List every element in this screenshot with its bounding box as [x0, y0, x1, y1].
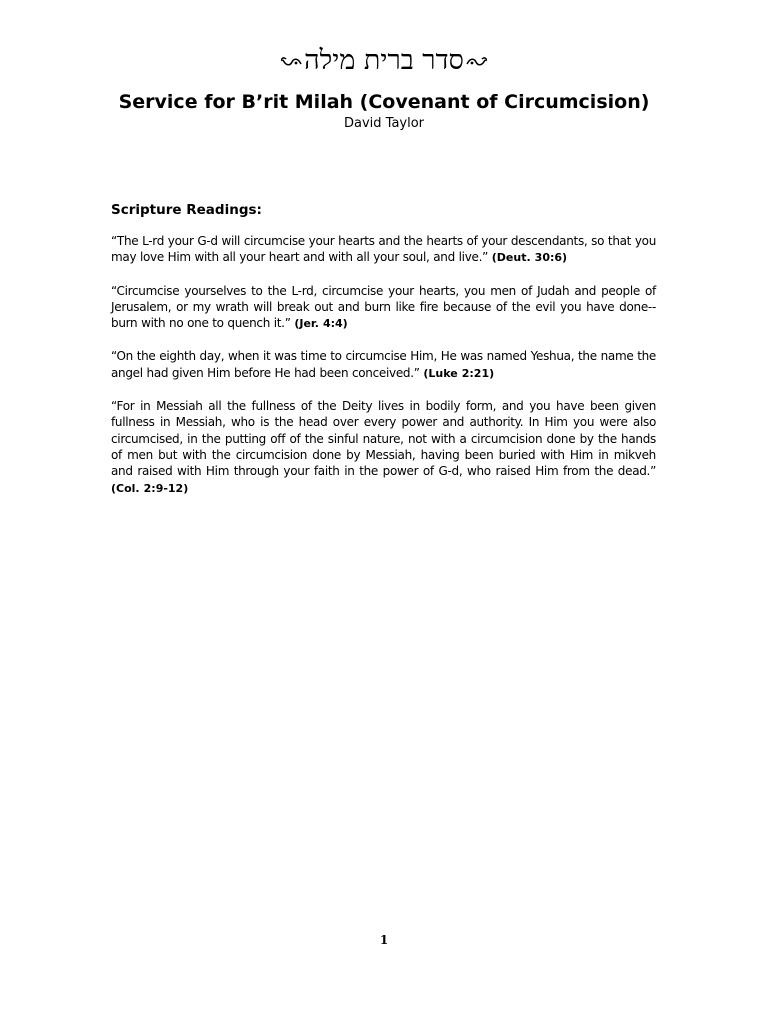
page-title: Service for B’rit Milah (Covenant of Circumcision)	[118, 91, 650, 113]
reading-text: “On the eighth day, when it was time to circumcise Him, He was named Yeshua, the name the angel had given Him before He had been conceived.”	[111, 349, 656, 380]
reading-reference: (Deut. 30:6)	[491, 251, 568, 265]
ornament-icon	[466, 45, 488, 79]
page-number: 1	[379, 933, 389, 947]
reading-reference: (Luke 2:21)	[423, 366, 495, 380]
flourish-right-svg	[466, 55, 488, 69]
reading-paragraph	[111, 398, 656, 497]
reading-text: “For in Messiah all the fullness of the Deity lives in bodily form, and you have been given fullness in Messiah, who is the head over every power and authority. In Him you were also circumcised, in the putting off of the sinful nature, not with a circumcision done by the hands of men but with the circumcision done by Messiah, having been buried with Him in mikveh and raised with Him through your faith in the power of G-d, who raised Him from the dead.”	[111, 399, 656, 479]
flourish-left-svg	[280, 55, 302, 69]
reading-text: “Circumcise yourselves to the L-rd, circumcise your hearts, you men of Judah and people of Jerusalem, or my wrath will break out and burn like fire because of the evil you have done-- burn with no one to quench it.”	[111, 283, 656, 331]
reading-reference: (Jer. 4:4)	[294, 317, 348, 331]
reading-paragraph	[111, 283, 656, 333]
author-name: David Taylor	[343, 116, 425, 131]
ornament-icon	[280, 45, 302, 79]
section-heading: Scripture Readings:	[111, 202, 262, 218]
reading-text: “The L-rd your G-d will circumcise your hearts and the hearts of your descendants, so that you may love Him with all your heart and with all your soul, and live.”	[111, 234, 656, 265]
hebrew-title-text: סדר ברית מילה	[304, 45, 464, 76]
hebrew-title	[0, 44, 768, 79]
scripture-readings	[111, 233, 656, 513]
reading-paragraph	[111, 348, 656, 382]
reading-paragraph	[111, 233, 656, 267]
reading-reference: (Col. 2:9-12)	[111, 481, 189, 495]
